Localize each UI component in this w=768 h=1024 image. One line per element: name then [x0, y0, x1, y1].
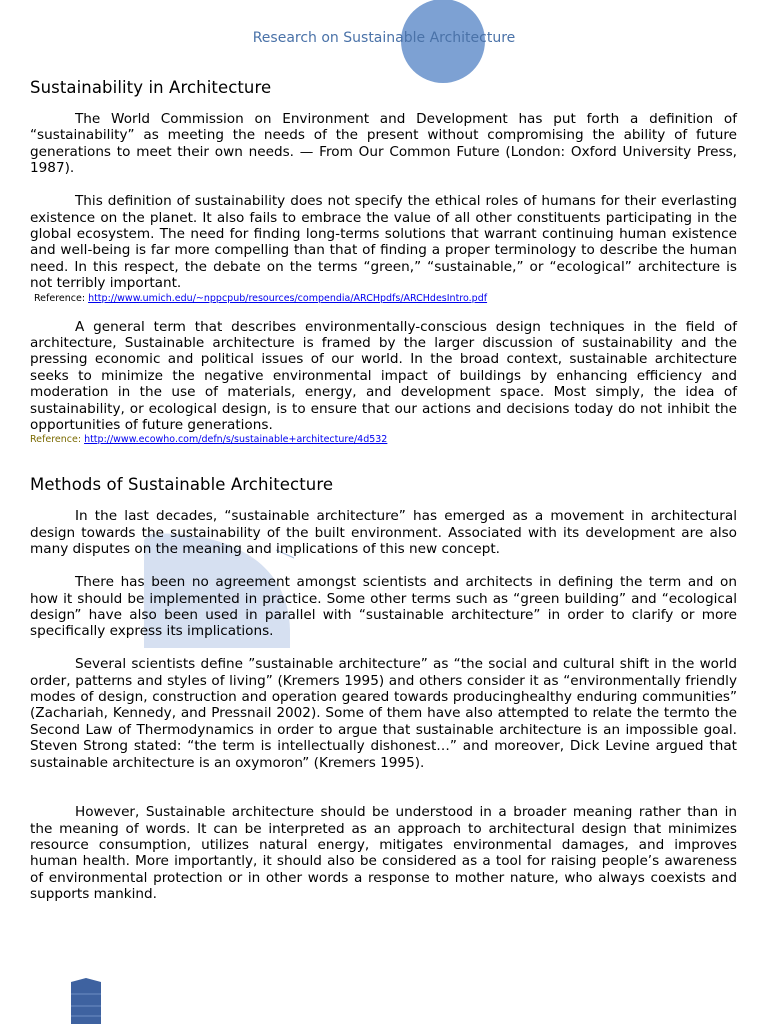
page-header-title: Research on Sustainable Architecture [252, 30, 516, 46]
document-body [30, 76, 737, 903]
reference-link[interactable]: http://www.umich.edu/~nppcpub/resources/compendia/ARCHpdfs/ARCHdesIntro.pdf [88, 292, 488, 304]
paragraph: The World Commission on Environment and Development has put forth a definition of “sustainability” as meeting the needs of the present without compromising the ability of future generations to meet their own needs. — From Our Common Future (London: Oxford University Press, 1987). [30, 111, 737, 177]
paragraph: There has been no agreement amongst scientists and architects in defining the term and on how it should be implemented in practice. Some other terms such as “green building” and “ecological design” have also been used in parallel with “sustainable architecture” in order to clarify or more specifically express its implications. [30, 574, 737, 640]
paragraph: This definition of sustainability does not specify the ethical roles of humans for their everlasting existence on the planet. It also fails to embrace the value of all other constituents participating in the global ecosystem. The need for finding long-terms solutions that warrant continuing human existence and well-being is far more compelling than that of finding a proper terminology to describe the human need. In this respect, the debate on the terms “green,” “sustainable,” or “ecological” architecture is not terribly important. [30, 193, 737, 292]
paragraph: A general term that describes environmentally-conscious design techniques in the field of architecture, Sustainable architecture is framed by the larger discussion of sustainability and the pressing economic and political issues of our world. In the broad context, sustainable architecture seeks to minimize the negative environmental impact of buildings by enhancing efficiency and moderation in the use of materials, energy, and development space. Most simply, the idea of sustainability, or ecological design, is to ensure that our actions and decisions today do not inhibit the opportunities of future generations. [30, 318, 737, 433]
paragraph: However, Sustainable architecture should be understood in a broader meaning rather than in the meaning of words. It can be interpreted as an approach to architectural design that minimizes resource consumption, utilizes natural energy, mitigates environmental damages, and improves human health. More importantly, it should also be considered as a tool for raising people’s awareness of environmental protection or in other words a response to mother nature, who always coexists and supports mankind. [30, 804, 737, 903]
paragraph: Several scientists define ”sustainable architecture” as “the social and cultural shift in the world order, patterns and styles of living” (Kremers 1995) and others consider it as “environmentally friendly modes of design, construction and operation geared towards producinghealthy enduring communities” (Zachariah, Kennedy, and Pressnail 2002). Some of them have also attempted to relate the termto the Second Law of Thermodynamics in order to argue that sustainable architecture is an impossible goal. Steven Strong stated: “the term is intellectually dishonest…” and moreover, Dick Levine argued that sustainable architecture is an oxymoron” (Kremers 1995). [30, 656, 737, 771]
paragraph: In the last decades, “sustainable architecture” has emerged as a movement in architectural design towards the sustainability of the built environment. Associated with its development are also many disputes on the meaning and implications of this new concept. [30, 508, 737, 558]
reference-label: Reference: [34, 292, 89, 304]
bookmark-icon [70, 978, 102, 1024]
section-heading: Methods of Sustainable Architecture [30, 475, 334, 495]
reference-line [34, 292, 737, 305]
reference-line [30, 433, 737, 446]
reference-label: Reference: [30, 434, 85, 446]
reference-link[interactable]: http://www.ecowho.com/defn/s/sustainable+architecture/4d532 [84, 434, 388, 446]
section-heading: Sustainability in Architecture [30, 78, 272, 97]
